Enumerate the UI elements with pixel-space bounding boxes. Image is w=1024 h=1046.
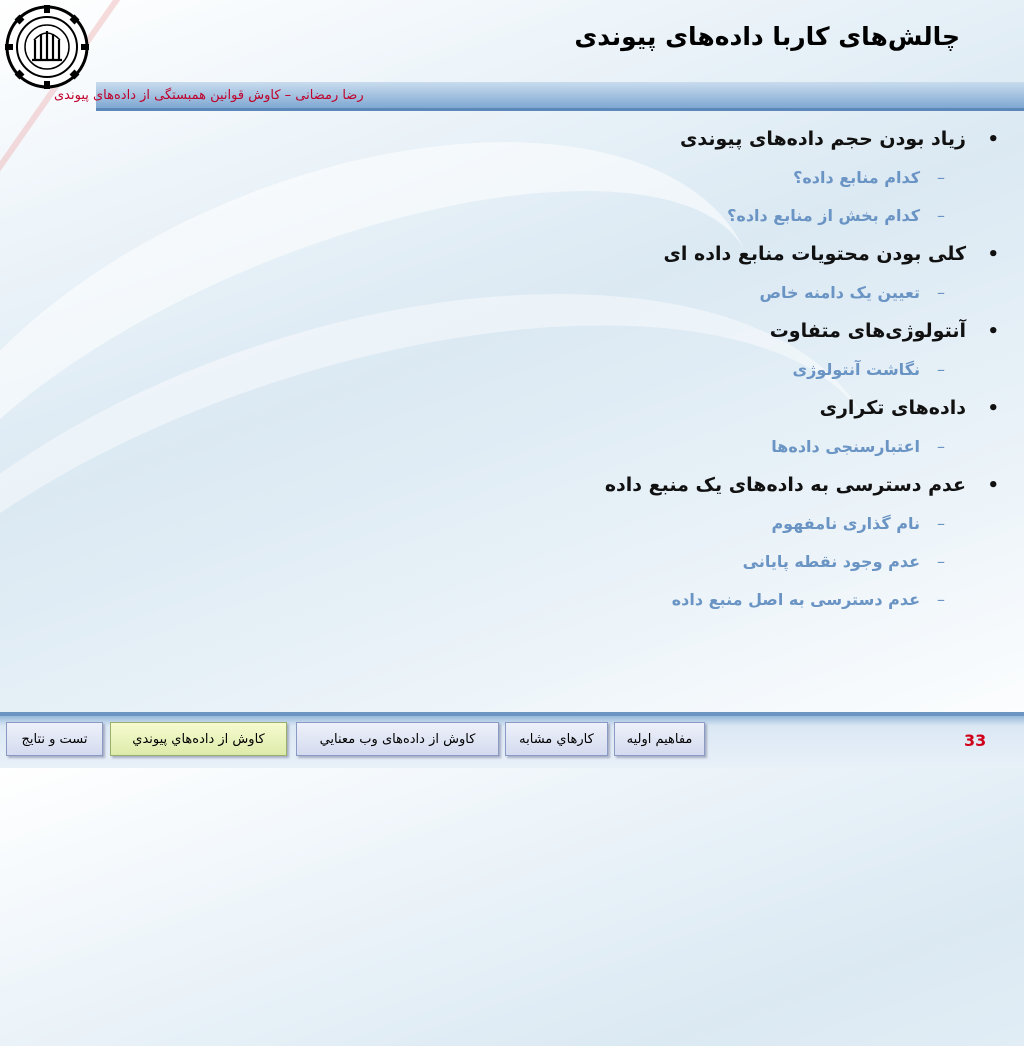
university-logo-icon <box>4 4 90 90</box>
sub-bullet-text: نام گذاری نامفهوم <box>771 514 920 533</box>
sub-bullet-item <box>406 428 945 466</box>
sub-bullet-text: عدم دسترسی به اصل منبع داده <box>671 590 920 609</box>
sub-bullet-item <box>406 197 945 235</box>
bullet-text: زیاد بودن حجم داده‌های پیوندی <box>680 128 966 150</box>
sub-bullet-item <box>406 159 945 197</box>
dash-icon: – <box>937 283 945 302</box>
bullet-text: آنتولوژی‌های متفاوت <box>769 320 966 342</box>
bullet-item <box>406 235 999 274</box>
dash-icon: – <box>937 552 945 571</box>
sub-bullet-text: عدم وجود نقطه پایانی <box>742 552 920 571</box>
bullet-item <box>406 389 999 428</box>
sub-bullet-text: اعتبارسنجی داده‌ها <box>771 437 920 456</box>
sub-bullet-text: کدام بخش از منابع داده؟ <box>727 206 920 225</box>
bullet-dot-icon: • <box>987 475 999 496</box>
sub-bullet-item <box>406 581 945 619</box>
bullet-list <box>406 120 999 619</box>
bullet-text: داده‌های تکراری <box>819 397 966 419</box>
dash-icon: – <box>937 437 945 456</box>
sub-bullet-text: نگاشت آنتولوژی <box>792 360 920 379</box>
slide-subtitle: رضا رمضانی – کاوش قوانین همبستگی از داده‌های پیوندی <box>54 88 364 103</box>
sub-bullet-item <box>406 274 945 312</box>
bullet-item <box>406 120 999 159</box>
bullet-item <box>406 466 999 505</box>
sub-bullet-item <box>406 505 945 543</box>
bullet-dot-icon: • <box>987 321 999 342</box>
sub-bullet-text: کدام منابع داده؟ <box>793 168 920 187</box>
dash-icon: – <box>937 514 945 533</box>
nav-button[interactable]: مفاهیم اولیه <box>614 722 705 756</box>
sub-bullet-item <box>406 351 945 389</box>
dash-icon: – <box>937 360 945 379</box>
bullet-dot-icon: • <box>987 244 999 265</box>
bullet-item <box>406 312 999 351</box>
bullet-dot-icon: • <box>987 129 999 150</box>
sub-bullet-text: تعیین یک دامنه خاص <box>759 283 920 302</box>
bullet-text: عدم دسترسی به داده‌های یک منبع داده <box>604 474 966 496</box>
dash-icon: – <box>937 168 945 187</box>
page-number: 33 <box>964 731 987 750</box>
sub-bullet-item <box>406 543 945 581</box>
nav-button[interactable]: کارهاي مشابه <box>505 722 608 756</box>
bullet-dot-icon: • <box>987 398 999 419</box>
bullet-text: کلی بودن محتویات منابع داده ای <box>663 243 966 265</box>
nav-button[interactable]: تست و نتايج <box>6 722 103 756</box>
dash-icon: – <box>937 206 945 225</box>
nav-button[interactable]: کاوش از داده‌های وب معنايي <box>296 722 499 756</box>
dash-icon: – <box>937 590 945 609</box>
slide-title: چالش‌های کاربا داده‌های پیوندی <box>574 22 960 51</box>
nav-button[interactable]: کاوش از داده‌هاي پيوندي <box>110 722 287 756</box>
